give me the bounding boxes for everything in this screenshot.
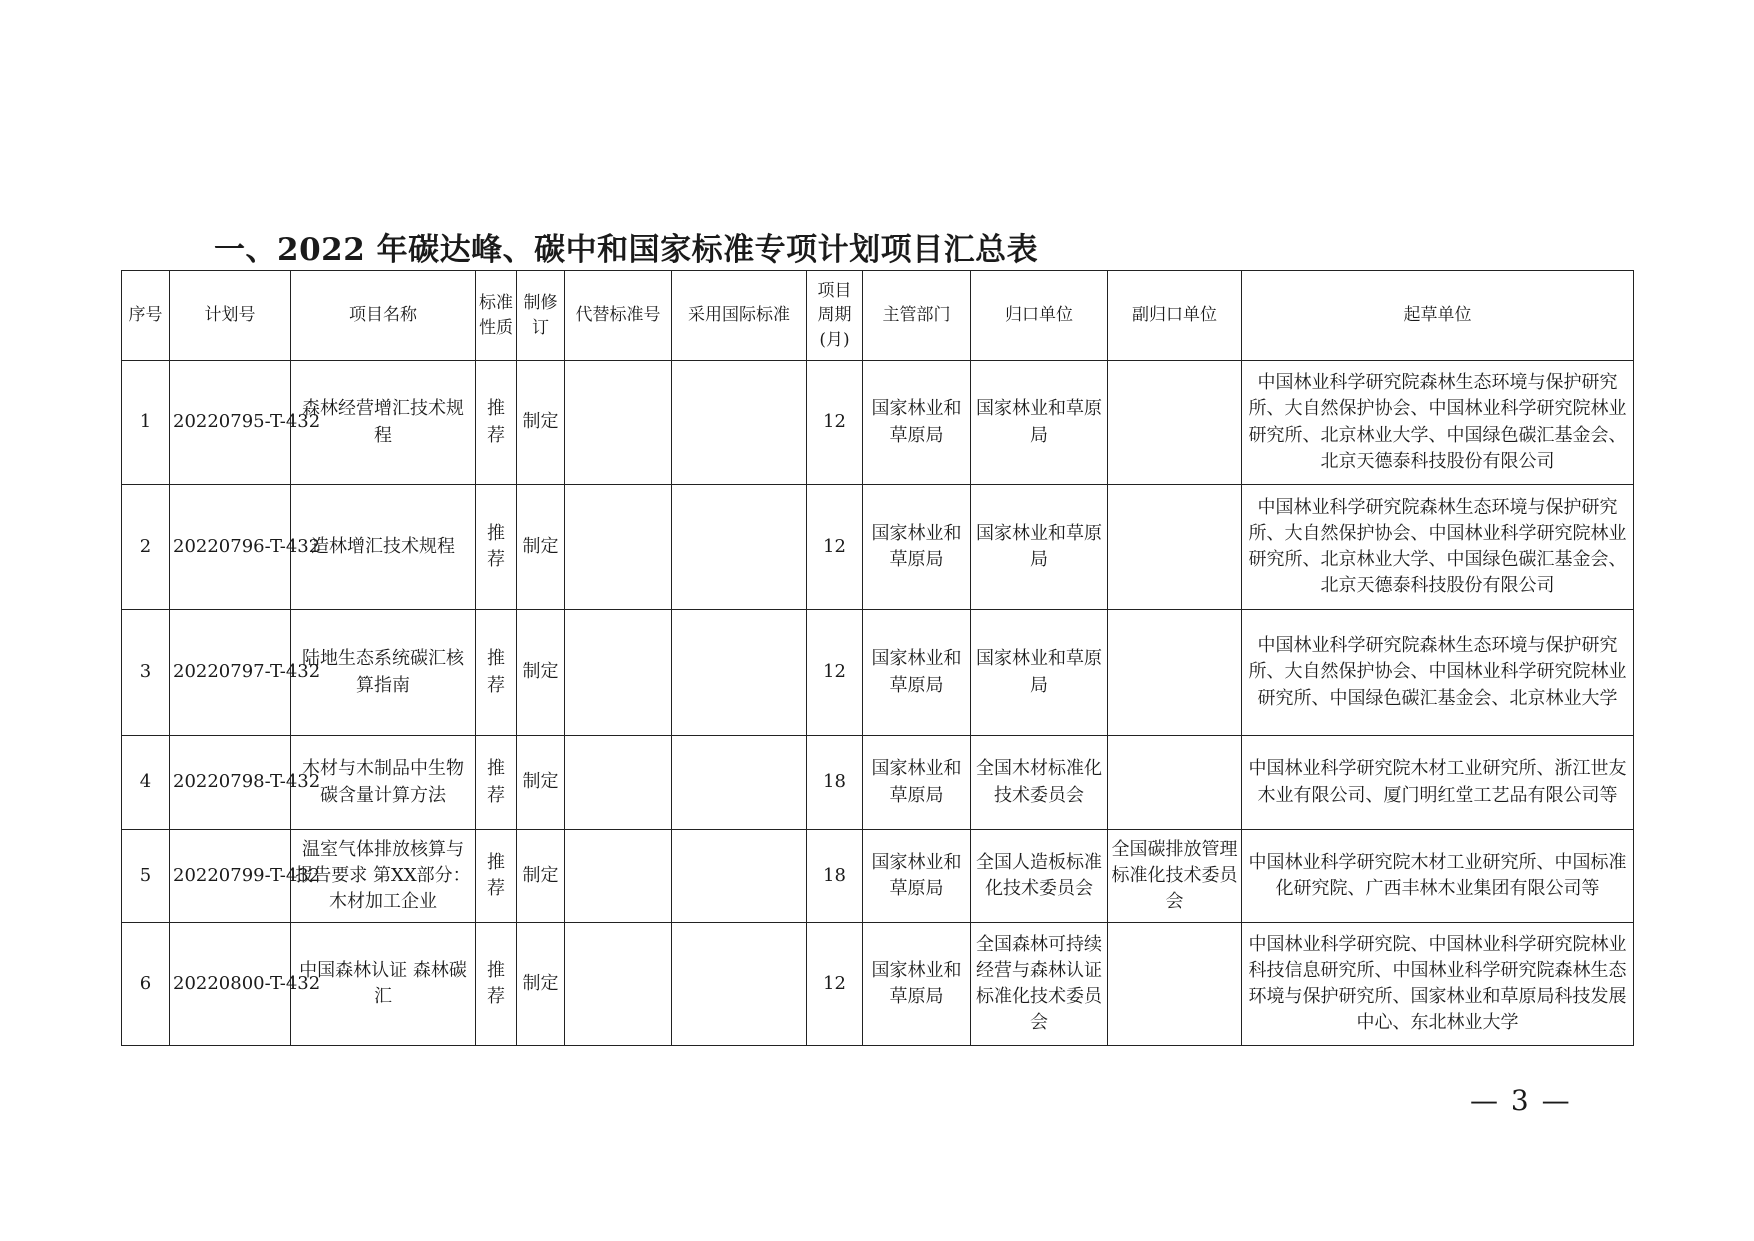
cell-revision: 制定 [517, 361, 565, 485]
cell-standard-nature: 推荐 [476, 830, 517, 923]
table-row [122, 923, 1634, 1046]
cell-drafter: 中国林业科学研究院森林生态环境与保护研究所、大自然保护协会、中国林业科学研究院林业研究所、北京林业大学、中国绿色碳汇基金会、北京天德泰科技股份有限公司 [1242, 485, 1634, 610]
cell-standard-nature: 推荐 [476, 485, 517, 610]
cell-revision: 制定 [517, 830, 565, 923]
cell-deputy-admin-unit [1108, 610, 1242, 736]
cell-deputy-admin-unit [1108, 485, 1242, 610]
cell-project-name: 陆地生态系统碳汇核算指南 [291, 610, 476, 736]
cell-authority: 国家林业和草原局 [863, 923, 971, 1046]
table-row [122, 736, 1634, 830]
cell-deputy-admin-unit: 全国碳排放管理标准化技术委员会 [1108, 830, 1242, 923]
table-row [122, 361, 1634, 485]
cell-international-standard [672, 736, 807, 830]
cell-plan-no: 20220796-T-432 [170, 485, 291, 610]
cell-seq: 4 [122, 736, 170, 830]
cell-cycle: 12 [807, 485, 863, 610]
header-authority: 主管部门 [863, 271, 971, 361]
cell-standard-nature: 推荐 [476, 361, 517, 485]
cell-admin-unit: 全国森林可持续经营与森林认证标准化技术委员会 [971, 923, 1108, 1046]
cell-project-name: 温室气体排放核算与报告要求 第XX部分：木材加工企业 [291, 830, 476, 923]
header-deputy-admin-unit: 副归口单位 [1108, 271, 1242, 361]
cell-deputy-admin-unit [1108, 361, 1242, 485]
cell-revision: 制定 [517, 485, 565, 610]
cell-admin-unit: 国家林业和草原局 [971, 361, 1108, 485]
header-standard-nature: 标准性质 [476, 271, 517, 361]
table-row [122, 485, 1634, 610]
cell-authority: 国家林业和草原局 [863, 361, 971, 485]
cell-cycle: 18 [807, 830, 863, 923]
cell-seq: 1 [122, 361, 170, 485]
cell-replaced-standard [565, 361, 672, 485]
project-summary-table [121, 270, 1634, 1046]
cell-plan-no: 20220800-T-432 [170, 923, 291, 1046]
cell-admin-unit: 全国木材标准化技术委员会 [971, 736, 1108, 830]
cell-revision: 制定 [517, 923, 565, 1046]
cell-authority: 国家林业和草原局 [863, 830, 971, 923]
header-drafter: 起草单位 [1242, 271, 1634, 361]
cell-drafter: 中国林业科学研究院木材工业研究所、浙江世友木业有限公司、厦门明红堂工艺品有限公司等 [1242, 736, 1634, 830]
cell-replaced-standard [565, 830, 672, 923]
cell-admin-unit: 全国人造板标准化技术委员会 [971, 830, 1108, 923]
header-admin-unit: 归口单位 [971, 271, 1108, 361]
cell-project-name: 木材与木制品中生物碳含量计算方法 [291, 736, 476, 830]
cell-deputy-admin-unit [1108, 736, 1242, 830]
cell-standard-nature: 推荐 [476, 736, 517, 830]
cell-cycle: 12 [807, 923, 863, 1046]
header-replaced-standard: 代替标准号 [565, 271, 672, 361]
cell-deputy-admin-unit [1108, 923, 1242, 1046]
cell-standard-nature: 推荐 [476, 610, 517, 736]
document-title: 一、2022 年碳达峰、碳中和国家标准专项计划项目汇总表 [214, 232, 1039, 268]
header-international-standard: 采用国际标准 [672, 271, 807, 361]
cell-drafter: 中国林业科学研究院木材工业研究所、中国标准化研究院、广西丰林木业集团有限公司等 [1242, 830, 1634, 923]
header-project-name: 项目名称 [291, 271, 476, 361]
cell-seq: 2 [122, 485, 170, 610]
cell-international-standard [672, 485, 807, 610]
cell-international-standard [672, 610, 807, 736]
cell-admin-unit: 国家林业和草原局 [971, 610, 1108, 736]
table-row [122, 830, 1634, 923]
cell-plan-no: 20220798-T-432 [170, 736, 291, 830]
cell-replaced-standard [565, 610, 672, 736]
cell-drafter: 中国林业科学研究院森林生态环境与保护研究所、大自然保护协会、中国林业科学研究院林业研究所、中国绿色碳汇基金会、北京林业大学 [1242, 610, 1634, 736]
table-row [122, 610, 1634, 736]
cell-seq: 3 [122, 610, 170, 736]
cell-standard-nature: 推荐 [476, 923, 517, 1046]
cell-project-name: 森林经营增汇技术规程 [291, 361, 476, 485]
cell-international-standard [672, 923, 807, 1046]
cell-authority: 国家林业和草原局 [863, 485, 971, 610]
cell-project-name: 造林增汇技术规程 [291, 485, 476, 610]
table-header-row [122, 271, 1634, 361]
cell-seq: 5 [122, 830, 170, 923]
cell-cycle: 18 [807, 736, 863, 830]
cell-drafter: 中国林业科学研究院森林生态环境与保护研究所、大自然保护协会、中国林业科学研究院林业研究所、北京林业大学、中国绿色碳汇基金会、北京天德泰科技股份有限公司 [1242, 361, 1634, 485]
cell-international-standard [672, 830, 807, 923]
header-revision: 制修订 [517, 271, 565, 361]
cell-plan-no: 20220795-T-432 [170, 361, 291, 485]
header-plan-no: 计划号 [170, 271, 291, 361]
cell-authority: 国家林业和草原局 [863, 610, 971, 736]
cell-drafter: 中国林业科学研究院、中国林业科学研究院林业科技信息研究所、中国林业科学研究院森林生态环境与保护研究所、国家林业和草原局科技发展中心、东北林业大学 [1242, 923, 1634, 1046]
cell-plan-no: 20220799-T-432 [170, 830, 291, 923]
cell-international-standard [672, 361, 807, 485]
cell-authority: 国家林业和草原局 [863, 736, 971, 830]
cell-cycle: 12 [807, 610, 863, 736]
cell-replaced-standard [565, 923, 672, 1046]
cell-revision: 制定 [517, 610, 565, 736]
cell-admin-unit: 国家林业和草原局 [971, 485, 1108, 610]
cell-replaced-standard [565, 736, 672, 830]
cell-cycle: 12 [807, 361, 863, 485]
cell-replaced-standard [565, 485, 672, 610]
cell-project-name: 中国森林认证 森林碳汇 [291, 923, 476, 1046]
header-seq: 序号 [122, 271, 170, 361]
cell-revision: 制定 [517, 736, 565, 830]
cell-seq: 6 [122, 923, 170, 1046]
page-number: — 3 — [1470, 1084, 1572, 1117]
header-cycle: 项目周期(月) [807, 271, 863, 361]
cell-plan-no: 20220797-T-432 [170, 610, 291, 736]
